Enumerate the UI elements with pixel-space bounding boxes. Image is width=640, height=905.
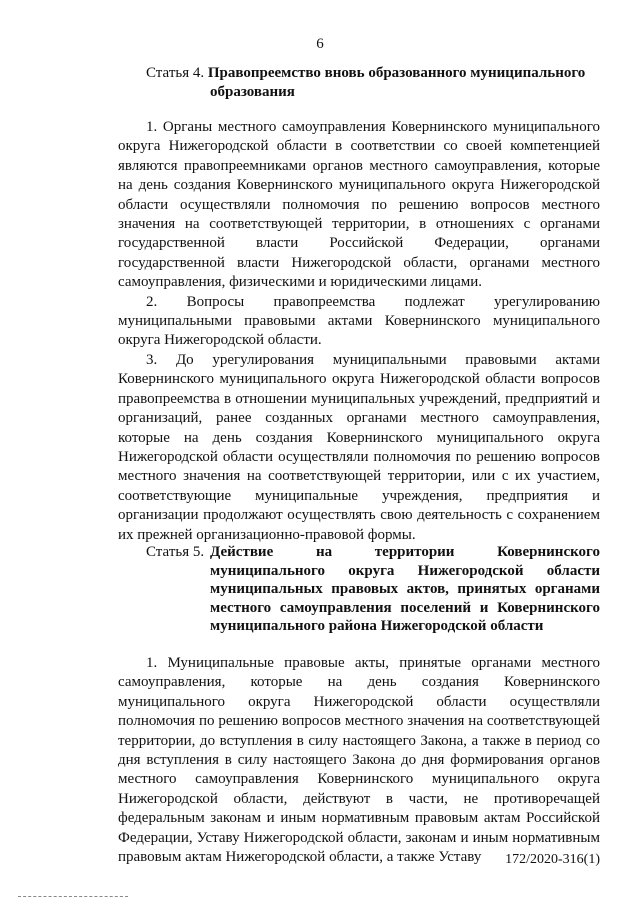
- page-number: 6: [316, 36, 324, 52]
- paragraph: 1. Органы местного самоуправления Ковернинского муниципального округа Нижегородской области в соответствии со своей компетенцией являются правопреемниками органов местного самоуправления, которые на день создания Ковернинского муниципального округа Нижегородской области осуществляли полномочия по решению вопросов местного значения на соответствующей территории, в отношениях с органами государственной власти Российской Федерации, органами государственной власти Нижегородской области, органами местного самоуправления, физическими и юридическими лицами.: [118, 119, 600, 291]
- article-5-label: Статья 5.: [146, 544, 205, 560]
- document-code: 172/2020-316(1): [505, 852, 600, 867]
- article-4-label: Статья 4.: [146, 65, 205, 81]
- article-4-title-line2: образования: [210, 83, 295, 100]
- article-5-title: Действие на территории Ковернинского муниципального округа Нижегородской области муниципальных правовых актов, принятых органами местного самоуправления поселений и Ковернинского муниципального района Нижегородской области: [210, 544, 600, 635]
- footer-divider: [18, 896, 128, 897]
- article-4-body: [118, 118, 600, 545]
- article-5-body: [118, 654, 600, 867]
- paragraph: 3. До урегулирования муниципальными правовыми актами Ковернинского муниципального округа Нижегородской области вопросов правопреемства в отношении муниципальных учреждений, предприятий и организаций, ранее созданных органами местного самоуправления, которые на день создания Ковернинского муниципального округа Нижегородской области осуществляли полномочия по решению вопросов местного значения на соответствующей территории, или с их участием, соответствующие муниципальные учреждения, предприятия и организации продолжают осуществлять свою деятельность с сохранением их прежней организационно-правовой формы.: [118, 351, 600, 543]
- paragraph: 1. Муниципальные правовые акты, принятые органами местного самоуправления, которые на день создания Ковернинского муниципального округа Нижегородской области осуществляли полномочия по решению вопросов местного значения на соответствующей территории, до вступления в силу настоящего Закона, а также в период со дня вступления в силу настоящего Закона до дня формирования органов местного самоуправления Ковернинского муниципального округа Нижегородской области, действуют в части, не противоречащей федеральным законам и иным нормативным правовым актам Российской Федерации, Уставу Нижегородской области, законам и иным нормативным правовым актам Нижегородской области, а также Уставу: [118, 655, 600, 866]
- paragraph: 2. Вопросы правопреемства подлежат урегулированию муниципальными правовыми актами Ковернинского муниципального округа Нижегородской области.: [118, 293, 600, 349]
- article-4-title-line1: Правопреемство вновь образованного муниципального: [207, 65, 586, 81]
- article-4-heading: [146, 64, 600, 101]
